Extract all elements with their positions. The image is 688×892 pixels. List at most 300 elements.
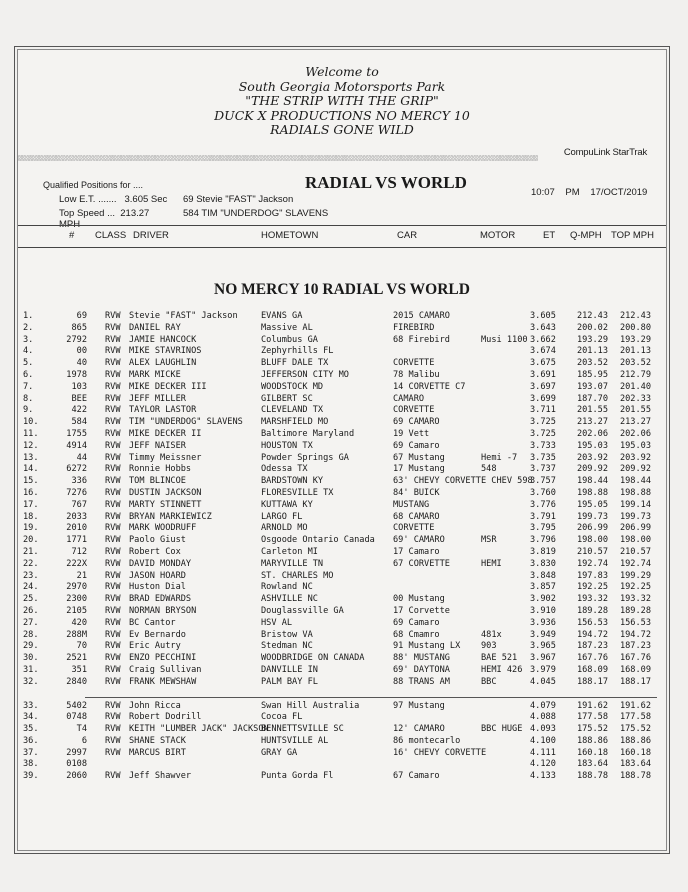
cell-position: 14.: [23, 464, 39, 475]
cell-et: 3.910: [530, 605, 556, 616]
cell-class: RVW: [105, 487, 121, 498]
cell-car-number: 1771: [66, 535, 87, 546]
table-row: [15, 630, 669, 642]
cell-et: 3.979: [530, 664, 556, 675]
header-rule-bottom: [18, 247, 666, 248]
cell-hometown: Stedman NC: [261, 641, 313, 652]
table-row: [15, 618, 669, 630]
cell-et: 3.936: [530, 617, 556, 628]
table-row: [15, 759, 669, 771]
header-rule-top: [18, 225, 666, 226]
cell-car: 84' BUICK: [393, 487, 440, 498]
cell-hometown: FLORESVILLE TX: [261, 487, 334, 498]
cell-top-mph: 193.29: [619, 334, 651, 345]
cell-driver: JAMIE HANCOCK: [129, 334, 197, 345]
cell-top-mph: 213.27: [619, 417, 651, 428]
table-row: [15, 582, 669, 594]
cell-q-mph: 156.53: [576, 617, 608, 628]
cell-position: 34.: [23, 712, 39, 723]
col-motor: MOTOR: [480, 230, 516, 241]
cell-top-mph: 203.92: [619, 452, 651, 463]
cell-et: 3.819: [530, 546, 556, 557]
table-row: [15, 441, 669, 453]
cell-top-mph: 160.18: [619, 747, 651, 758]
cell-class: RVW: [105, 676, 121, 687]
table-row: [15, 606, 669, 618]
cell-top-mph: 189.28: [619, 605, 651, 616]
cell-top-mph: 195.03: [619, 440, 651, 451]
cell-q-mph: 195.03: [576, 440, 608, 451]
cell-q-mph: 192.25: [576, 582, 608, 593]
cell-et: 3.757: [530, 476, 556, 487]
cell-top-mph: 202.06: [619, 428, 651, 439]
cell-position: 22.: [23, 558, 39, 569]
table-row: [15, 500, 669, 512]
cell-hometown: Baltimore Maryland: [261, 428, 355, 439]
cell-car-number: BEE: [71, 393, 87, 404]
cell-position: 20.: [23, 535, 39, 546]
cell-position: 27.: [23, 617, 39, 628]
cell-et: 3.675: [530, 358, 556, 369]
cell-class: RVW: [105, 428, 121, 439]
table-row: [15, 571, 669, 583]
event-header: [15, 65, 669, 138]
cell-q-mph: 206.99: [576, 523, 608, 534]
cell-et: 4.088: [530, 712, 556, 723]
table-row: [15, 712, 669, 724]
cell-top-mph: 188.78: [619, 771, 651, 782]
cell-driver: KEITH "LUMBER JACK" JACKSON: [129, 724, 269, 735]
cell-et: 4.120: [530, 759, 556, 770]
cell-car: 17 Corvette: [393, 605, 450, 616]
cell-top-mph: 199.73: [619, 511, 651, 522]
cell-class: RVW: [105, 594, 121, 605]
cell-et: 3.795: [530, 523, 556, 534]
cell-top-mph: 194.72: [619, 629, 651, 640]
cell-class: RVW: [105, 405, 121, 416]
cell-motor: BBC HUGE: [481, 724, 523, 735]
cell-class: RVW: [105, 464, 121, 475]
col-et: ET: [543, 230, 556, 241]
cell-driver: Robert Cox: [129, 546, 181, 557]
cell-hometown: Carleton MI: [261, 546, 318, 557]
table-row: [15, 736, 669, 748]
col-car: CAR: [397, 230, 418, 241]
cell-position: 11.: [23, 428, 39, 439]
cell-car: 17 Camaro: [393, 546, 440, 557]
cell-et: 4.100: [530, 735, 556, 746]
cell-driver: Robert Dodrill: [129, 712, 202, 723]
cell-driver: SHANE STACK: [129, 735, 186, 746]
cell-q-mph: 199.73: [576, 511, 608, 522]
cell-position: 1.: [23, 311, 34, 321]
cell-class: RVW: [105, 358, 121, 369]
table-row: [15, 382, 669, 394]
cell-car-number: 0748: [66, 712, 87, 723]
cell-top-mph: 201.13: [619, 346, 651, 357]
cell-car-number: 2105: [66, 605, 87, 616]
cell-top-mph: 198.88: [619, 487, 651, 498]
cell-et: 4.045: [530, 676, 556, 687]
cell-car-number: 6272: [66, 464, 87, 475]
cell-q-mph: 197.83: [576, 570, 608, 581]
cell-top-mph: 198.44: [619, 476, 651, 487]
cell-class: RVW: [105, 617, 121, 628]
table-row: [15, 641, 669, 653]
cell-car: 68 Cmamro: [393, 629, 440, 640]
col-class: CLASS: [95, 230, 127, 241]
cell-car: 19 Vett: [393, 428, 430, 439]
cell-top-mph: 199.29: [619, 570, 651, 581]
cell-position: 28.: [23, 629, 39, 640]
cell-q-mph: 209.92: [576, 464, 608, 475]
cell-driver: Ev Bernardo: [129, 629, 186, 640]
cell-top-mph: 156.53: [619, 617, 651, 628]
cell-motor: HEMI 426: [481, 664, 523, 675]
cell-class: RVW: [105, 381, 121, 392]
cell-position: 10.: [23, 417, 39, 428]
cell-car: 17 Mustang: [393, 464, 445, 475]
cell-et: 3.830: [530, 558, 556, 569]
cell-car-number: 69: [76, 311, 87, 321]
cell-car: 12' CAMARO: [393, 724, 445, 735]
cell-hometown: MARYVILLE TN: [261, 558, 324, 569]
results-sheet: [14, 46, 670, 854]
col-topmph: TOP MPH: [611, 230, 654, 241]
cell-driver: JEFF NAISER: [129, 440, 186, 451]
cell-car: 91 Mustang LX: [393, 641, 461, 652]
cell-top-mph: 188.17: [619, 676, 651, 687]
cell-class: RVW: [105, 653, 121, 664]
cell-hometown: CLEVELAND TX: [261, 405, 324, 416]
cell-motor: Musi 1100: [481, 334, 528, 345]
cell-driver: NORMAN BRYSON: [129, 605, 197, 616]
time: 10:07 PM: [531, 187, 580, 198]
cutoff-gap: [15, 689, 669, 701]
cell-car: MUSTANG: [393, 499, 430, 510]
cell-driver: MIKE STAVRINOS: [129, 346, 202, 357]
cell-et: 3.605: [530, 311, 556, 321]
cell-car: CORVETTE: [393, 523, 435, 534]
cell-top-mph: 192.74: [619, 558, 651, 569]
cell-top-mph: 209.92: [619, 464, 651, 475]
header-line-slogan: "THE STRIP WITH THE GRIP": [245, 93, 439, 108]
cell-top-mph: 168.09: [619, 664, 651, 675]
cell-driver: MIKE DECKER III: [129, 381, 207, 392]
cell-class: RVW: [105, 629, 121, 640]
cell-et: 3.674: [530, 346, 556, 357]
table-row: [15, 417, 669, 429]
cell-driver: DAVID MONDAY: [129, 558, 192, 569]
cell-hometown: BENNETTSVILLE SC: [261, 724, 344, 735]
cell-q-mph: 193.07: [576, 381, 608, 392]
cell-car-number: 2010: [66, 523, 87, 534]
cell-et: 3.643: [530, 322, 556, 333]
cell-hometown: Odessa TX: [261, 464, 308, 475]
cell-q-mph: 194.72: [576, 629, 608, 640]
cell-position: 6.: [23, 369, 34, 380]
cell-hometown: BLUFF DALE TX: [261, 358, 329, 369]
cell-car: FIREBIRD: [393, 322, 435, 333]
cell-car: 69 Camaro: [393, 617, 440, 628]
cell-driver: Paolo Giust: [129, 535, 186, 546]
cell-q-mph: 187.70: [576, 393, 608, 404]
cell-q-mph: 193.32: [576, 594, 608, 605]
cell-class: RVW: [105, 417, 121, 428]
cell-car: 69 CAMARO: [393, 417, 440, 428]
table-row: [15, 653, 669, 665]
cell-class: RVW: [105, 393, 121, 404]
table-row: [15, 453, 669, 465]
cell-position: 13.: [23, 452, 39, 463]
cell-hometown: Punta Gorda Fl: [261, 771, 334, 782]
cell-top-mph: 199.14: [619, 499, 651, 510]
cell-car-number: 44: [76, 452, 87, 463]
cell-driver: Craig Sullivan: [129, 664, 202, 675]
cell-car-number: 420: [71, 617, 87, 628]
cell-hometown: Swan Hill Australia: [261, 700, 360, 711]
cell-et: 4.133: [530, 771, 556, 782]
cell-position: 39.: [23, 771, 39, 782]
cell-car-number: 0108: [66, 759, 87, 770]
table-row: [15, 559, 669, 571]
cell-et: 3.848: [530, 570, 556, 581]
cell-driver: DUSTIN JACKSON: [129, 487, 202, 498]
table-row: [15, 311, 669, 323]
cell-top-mph: 202.33: [619, 393, 651, 404]
cell-hometown: GRAY GA: [261, 747, 298, 758]
cell-car: 88' MUSTANG: [393, 653, 450, 664]
cell-class: RVW: [105, 499, 121, 510]
table-row: [15, 405, 669, 417]
cell-top-mph: 193.32: [619, 594, 651, 605]
table-row: [15, 394, 669, 406]
cell-car-number: 21: [76, 570, 87, 581]
cell-et: 3.737: [530, 464, 556, 475]
cell-hometown: Zephyrhills FL: [261, 346, 334, 357]
table-row: [15, 429, 669, 441]
cell-car-number: 2970: [66, 582, 87, 593]
cell-class: RVW: [105, 311, 121, 321]
cell-car: 67 Mustang: [393, 452, 445, 463]
cell-class: RVW: [105, 334, 121, 345]
cell-car-number: 2300: [66, 594, 87, 605]
cell-top-mph: 200.80: [619, 322, 651, 333]
top-speed-holder: 584 TIM "UNDERDOG" SLAVENS: [183, 208, 329, 219]
cell-q-mph: 187.23: [576, 641, 608, 652]
cell-q-mph: 198.00: [576, 535, 608, 546]
cell-hometown: GILBERT SC: [261, 393, 313, 404]
cell-car-number: 767: [71, 499, 87, 510]
cell-q-mph: 185.95: [576, 369, 608, 380]
cell-driver: JASON HOARD: [129, 570, 186, 581]
cell-car: 68 Firebird: [393, 334, 450, 345]
cell-class: RVW: [105, 346, 121, 357]
cell-hometown: Douglassville GA: [261, 605, 344, 616]
cell-class: RVW: [105, 735, 121, 746]
cell-top-mph: 212.43: [619, 311, 651, 321]
cell-car: 14 CORVETTE C7: [393, 381, 466, 392]
cell-top-mph: 188.86: [619, 735, 651, 746]
cell-et: 3.725: [530, 417, 556, 428]
cell-driver: TIM "UNDERDOG" SLAVENS: [129, 417, 243, 428]
cell-class: RVW: [105, 664, 121, 675]
cell-q-mph: 203.92: [576, 452, 608, 463]
cell-hometown: EVANS GA: [261, 311, 303, 321]
cell-car-number: 103: [71, 381, 87, 392]
cutoff-rule: [85, 697, 657, 698]
cell-position: 33.: [23, 700, 39, 711]
cell-car: 16' CHEVY CORVETTE: [393, 747, 487, 758]
dotted-divider: [18, 155, 538, 161]
table-row: [15, 677, 669, 689]
cell-car-number: 712: [71, 546, 87, 557]
cell-position: 3.: [23, 334, 34, 345]
cell-et: 3.967: [530, 653, 556, 664]
cell-car: 67 Camaro: [393, 771, 440, 782]
cell-car-number: 2521: [66, 653, 87, 664]
cell-et: 4.093: [530, 724, 556, 735]
cell-car: 97 Mustang: [393, 700, 445, 711]
cell-et: 3.697: [530, 381, 556, 392]
cell-top-mph: 201.40: [619, 381, 651, 392]
cell-driver: JEFF MILLER: [129, 393, 186, 404]
cell-top-mph: 187.23: [619, 641, 651, 652]
cell-q-mph: 160.18: [576, 747, 608, 758]
column-headers: [15, 230, 669, 244]
cell-motor: BBC: [481, 676, 497, 687]
top-speed-label: Top Speed ... 213.27 MPH: [59, 208, 150, 230]
cell-position: 32.: [23, 676, 39, 687]
cell-car-number: 865: [71, 322, 87, 333]
cell-class: RVW: [105, 771, 121, 782]
cell-car: 78 Malibu: [393, 369, 440, 380]
class-title: RADIAL VS WORLD: [305, 173, 467, 192]
cell-top-mph: 191.62: [619, 700, 651, 711]
table-row: [15, 748, 669, 760]
cell-q-mph: 191.62: [576, 700, 608, 711]
cell-position: 16.: [23, 487, 39, 498]
cell-et: 3.902: [530, 594, 556, 605]
cell-position: 31.: [23, 664, 39, 675]
cell-hometown: LARGO FL: [261, 511, 303, 522]
table-row: [15, 665, 669, 677]
low-et-line: [59, 194, 293, 205]
cell-et: 3.949: [530, 629, 556, 640]
table-row: [15, 370, 669, 382]
cell-et: 3.725: [530, 428, 556, 439]
cell-top-mph: 210.57: [619, 546, 651, 557]
table-row: [15, 464, 669, 476]
cell-position: 5.: [23, 358, 34, 369]
cell-et: 3.735: [530, 452, 556, 463]
cell-position: 17.: [23, 499, 39, 510]
cell-class: RVW: [105, 511, 121, 522]
cell-et: 3.691: [530, 369, 556, 380]
cell-q-mph: 198.88: [576, 487, 608, 498]
cell-motor: MSR: [481, 535, 497, 546]
results-table: [15, 311, 669, 783]
cell-hometown: ARNOLD MO: [261, 523, 308, 534]
header-line-track: South Georgia Motorsports Park: [238, 78, 446, 94]
cell-car: 63' CHEVY CORVETTE CHEV 598: [393, 476, 533, 487]
header-line-welcome: Welcome to: [305, 64, 379, 79]
cell-car-number: T4: [76, 724, 87, 735]
cell-position: 12.: [23, 440, 39, 451]
cell-hometown: HSV AL: [261, 617, 293, 628]
cell-driver: BRAD EDWARDS: [129, 594, 192, 605]
table-row: [15, 346, 669, 358]
cell-q-mph: 192.74: [576, 558, 608, 569]
cell-hometown: Columbus GA: [261, 334, 318, 345]
table-row: [15, 488, 669, 500]
table-row: [15, 476, 669, 488]
cell-driver: TOM BLINCOE: [129, 476, 186, 487]
cell-position: 15.: [23, 476, 39, 487]
cell-car: 69 Camaro: [393, 440, 440, 451]
table-row: [15, 358, 669, 370]
cell-hometown: BARDSTOWN KY: [261, 476, 324, 487]
cell-driver: MARCUS BIRT: [129, 747, 186, 758]
cell-hometown: Bristow VA: [261, 629, 313, 640]
cell-q-mph: 198.44: [576, 476, 608, 487]
cell-q-mph: 213.27: [576, 417, 608, 428]
cell-hometown: Massive AL: [261, 322, 313, 333]
cell-car-number: 2840: [66, 676, 87, 687]
cell-hometown: DANVILLE IN: [261, 664, 318, 675]
cell-car-number: 00: [76, 346, 87, 357]
cell-top-mph: 203.52: [619, 358, 651, 369]
cell-hometown: Cocoa FL: [261, 712, 303, 723]
cell-q-mph: 168.09: [576, 664, 608, 675]
cell-position: 29.: [23, 641, 39, 652]
qualified-label: Qualified Positions for ....: [43, 180, 144, 190]
table-row: [15, 523, 669, 535]
cell-q-mph: 177.58: [576, 712, 608, 723]
cell-q-mph: 210.57: [576, 546, 608, 557]
table-row: [15, 771, 669, 783]
cell-class: RVW: [105, 523, 121, 534]
cell-top-mph: 177.58: [619, 712, 651, 723]
cell-hometown: ASHVILLE NC: [261, 594, 318, 605]
cell-car-number: 40: [76, 358, 87, 369]
cell-position: 4.: [23, 346, 34, 357]
col-num: #: [69, 230, 75, 241]
cell-car-number: 1755: [66, 428, 87, 439]
cell-car-number: 70: [76, 641, 87, 652]
cell-q-mph: 193.29: [576, 334, 608, 345]
cell-class: RVW: [105, 476, 121, 487]
cell-motor: BAE 521: [481, 653, 518, 664]
cell-q-mph: 188.86: [576, 735, 608, 746]
table-row: [15, 512, 669, 524]
col-driver: DRIVER: [133, 230, 169, 241]
cell-car-number: 7276: [66, 487, 87, 498]
cell-motor: HEMI: [481, 558, 502, 569]
cell-top-mph: 175.52: [619, 724, 651, 735]
cell-car: CORVETTE: [393, 405, 435, 416]
cell-position: 24.: [23, 582, 39, 593]
cell-top-mph: 183.64: [619, 759, 651, 770]
cell-position: 19.: [23, 523, 39, 534]
cell-position: 18.: [23, 511, 39, 522]
cell-q-mph: 203.52: [576, 358, 608, 369]
cell-car: 68 CAMARO: [393, 511, 440, 522]
cell-class: RVW: [105, 712, 121, 723]
cell-driver: BC Cantor: [129, 617, 176, 628]
cell-hometown: Powder Springs GA: [261, 452, 349, 463]
cell-driver: Huston Dial: [129, 582, 186, 593]
